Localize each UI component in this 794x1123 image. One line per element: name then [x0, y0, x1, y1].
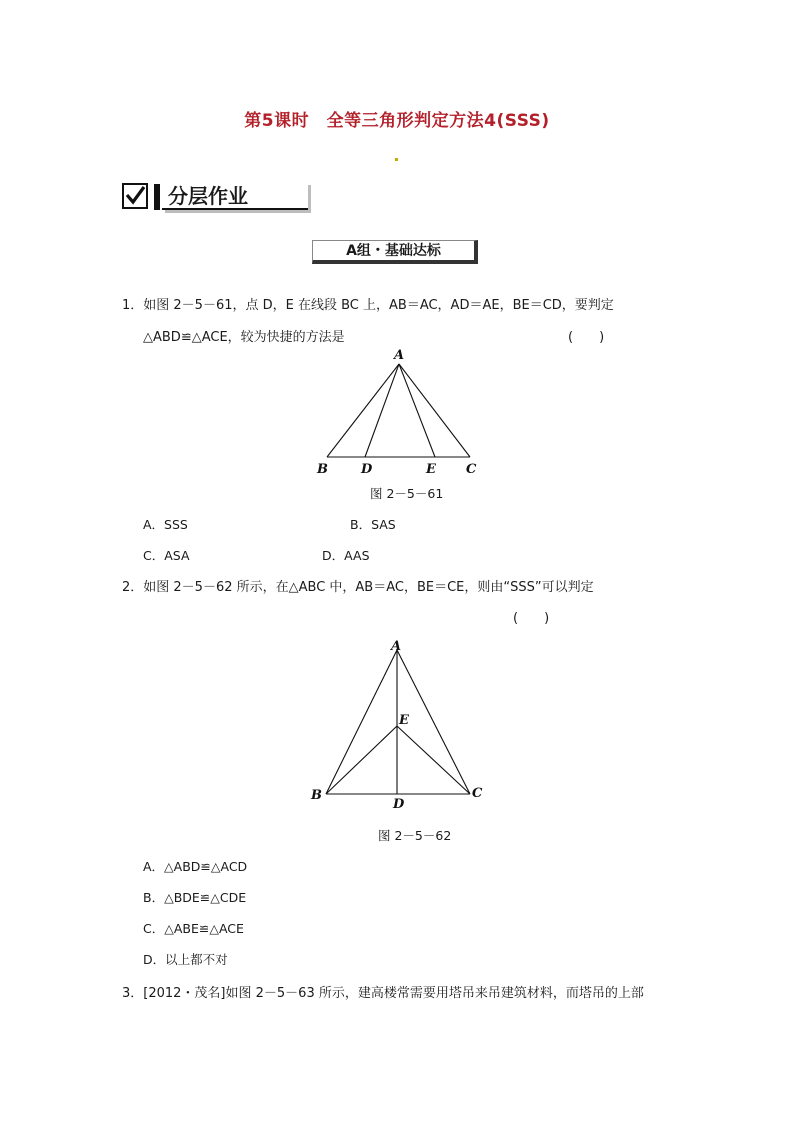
question-1-option-d: D．AAS: [322, 548, 370, 563]
question-2-option-b: B．△BDE≌△CDE: [143, 890, 247, 905]
figure-1-label-d: D: [361, 462, 373, 477]
figure-1-label-b: B: [317, 462, 328, 477]
question-1-option-a: A．SSS: [143, 517, 188, 532]
section-title: 分层作业: [162, 182, 308, 210]
checkbox-icon: [122, 183, 148, 209]
question-2-line-1: 2．如图 2－5－62 所示，在△ABC 中，AB＝AC，BE＝CE，则由“SSS”可以判定: [122, 580, 594, 595]
question-2-option-d: D．以上都不对: [143, 952, 228, 967]
question-2-answer-paren: ( ): [513, 611, 550, 626]
question-2-option-c: C．△ABE≌△ACE: [143, 921, 244, 936]
decorative-dot: [395, 158, 398, 161]
figure-2-label-e: E: [399, 713, 409, 728]
question-1-line-1: 1．如图 2－5－61，点 D，E 在线段 BC 上，AB＝AC，AD＝AE，BE＝CD，要判定: [122, 298, 614, 313]
page-title: 第5课时 全等三角形判定方法4(SSS): [244, 111, 550, 131]
figure-2-lines: [326, 650, 470, 794]
figure-2-label-d: D: [393, 797, 405, 812]
figure-1-caption: 图 2－5－61: [370, 486, 444, 501]
group-label: A组・基础达标: [312, 240, 478, 264]
question-1-option-c: C．ASA: [143, 548, 190, 563]
question-3-line-1: 3．[2012・茂名]如图 2－5－63 所示，建高楼常需要用塔吊来吊建筑材料，而塔吊的上部: [122, 986, 644, 1001]
figure-1-label-e: E: [426, 462, 436, 477]
figure-2-label-c: C: [472, 786, 483, 801]
section-bar: [154, 184, 160, 210]
section-header: [122, 182, 308, 212]
question-1-answer-paren: ( ): [568, 330, 605, 345]
figure-1-label-c: C: [466, 462, 477, 477]
figure-2-label-b: B: [311, 788, 322, 803]
figure-2-5-62: [300, 632, 500, 812]
question-1-line-2: △ABD≌△ACE，较为快捷的方法是: [143, 330, 345, 345]
question-1-option-b: B．SAS: [350, 517, 396, 532]
figure-1-lines: [327, 364, 470, 457]
figure-2-5-61: [310, 344, 490, 479]
figure-1-label-a: A: [394, 348, 405, 363]
figure-2-caption: 图 2－5－62: [378, 828, 452, 843]
question-2-option-a: A．△ABD≌△ACD: [143, 859, 248, 874]
figure-2-label-a: A: [391, 639, 402, 654]
